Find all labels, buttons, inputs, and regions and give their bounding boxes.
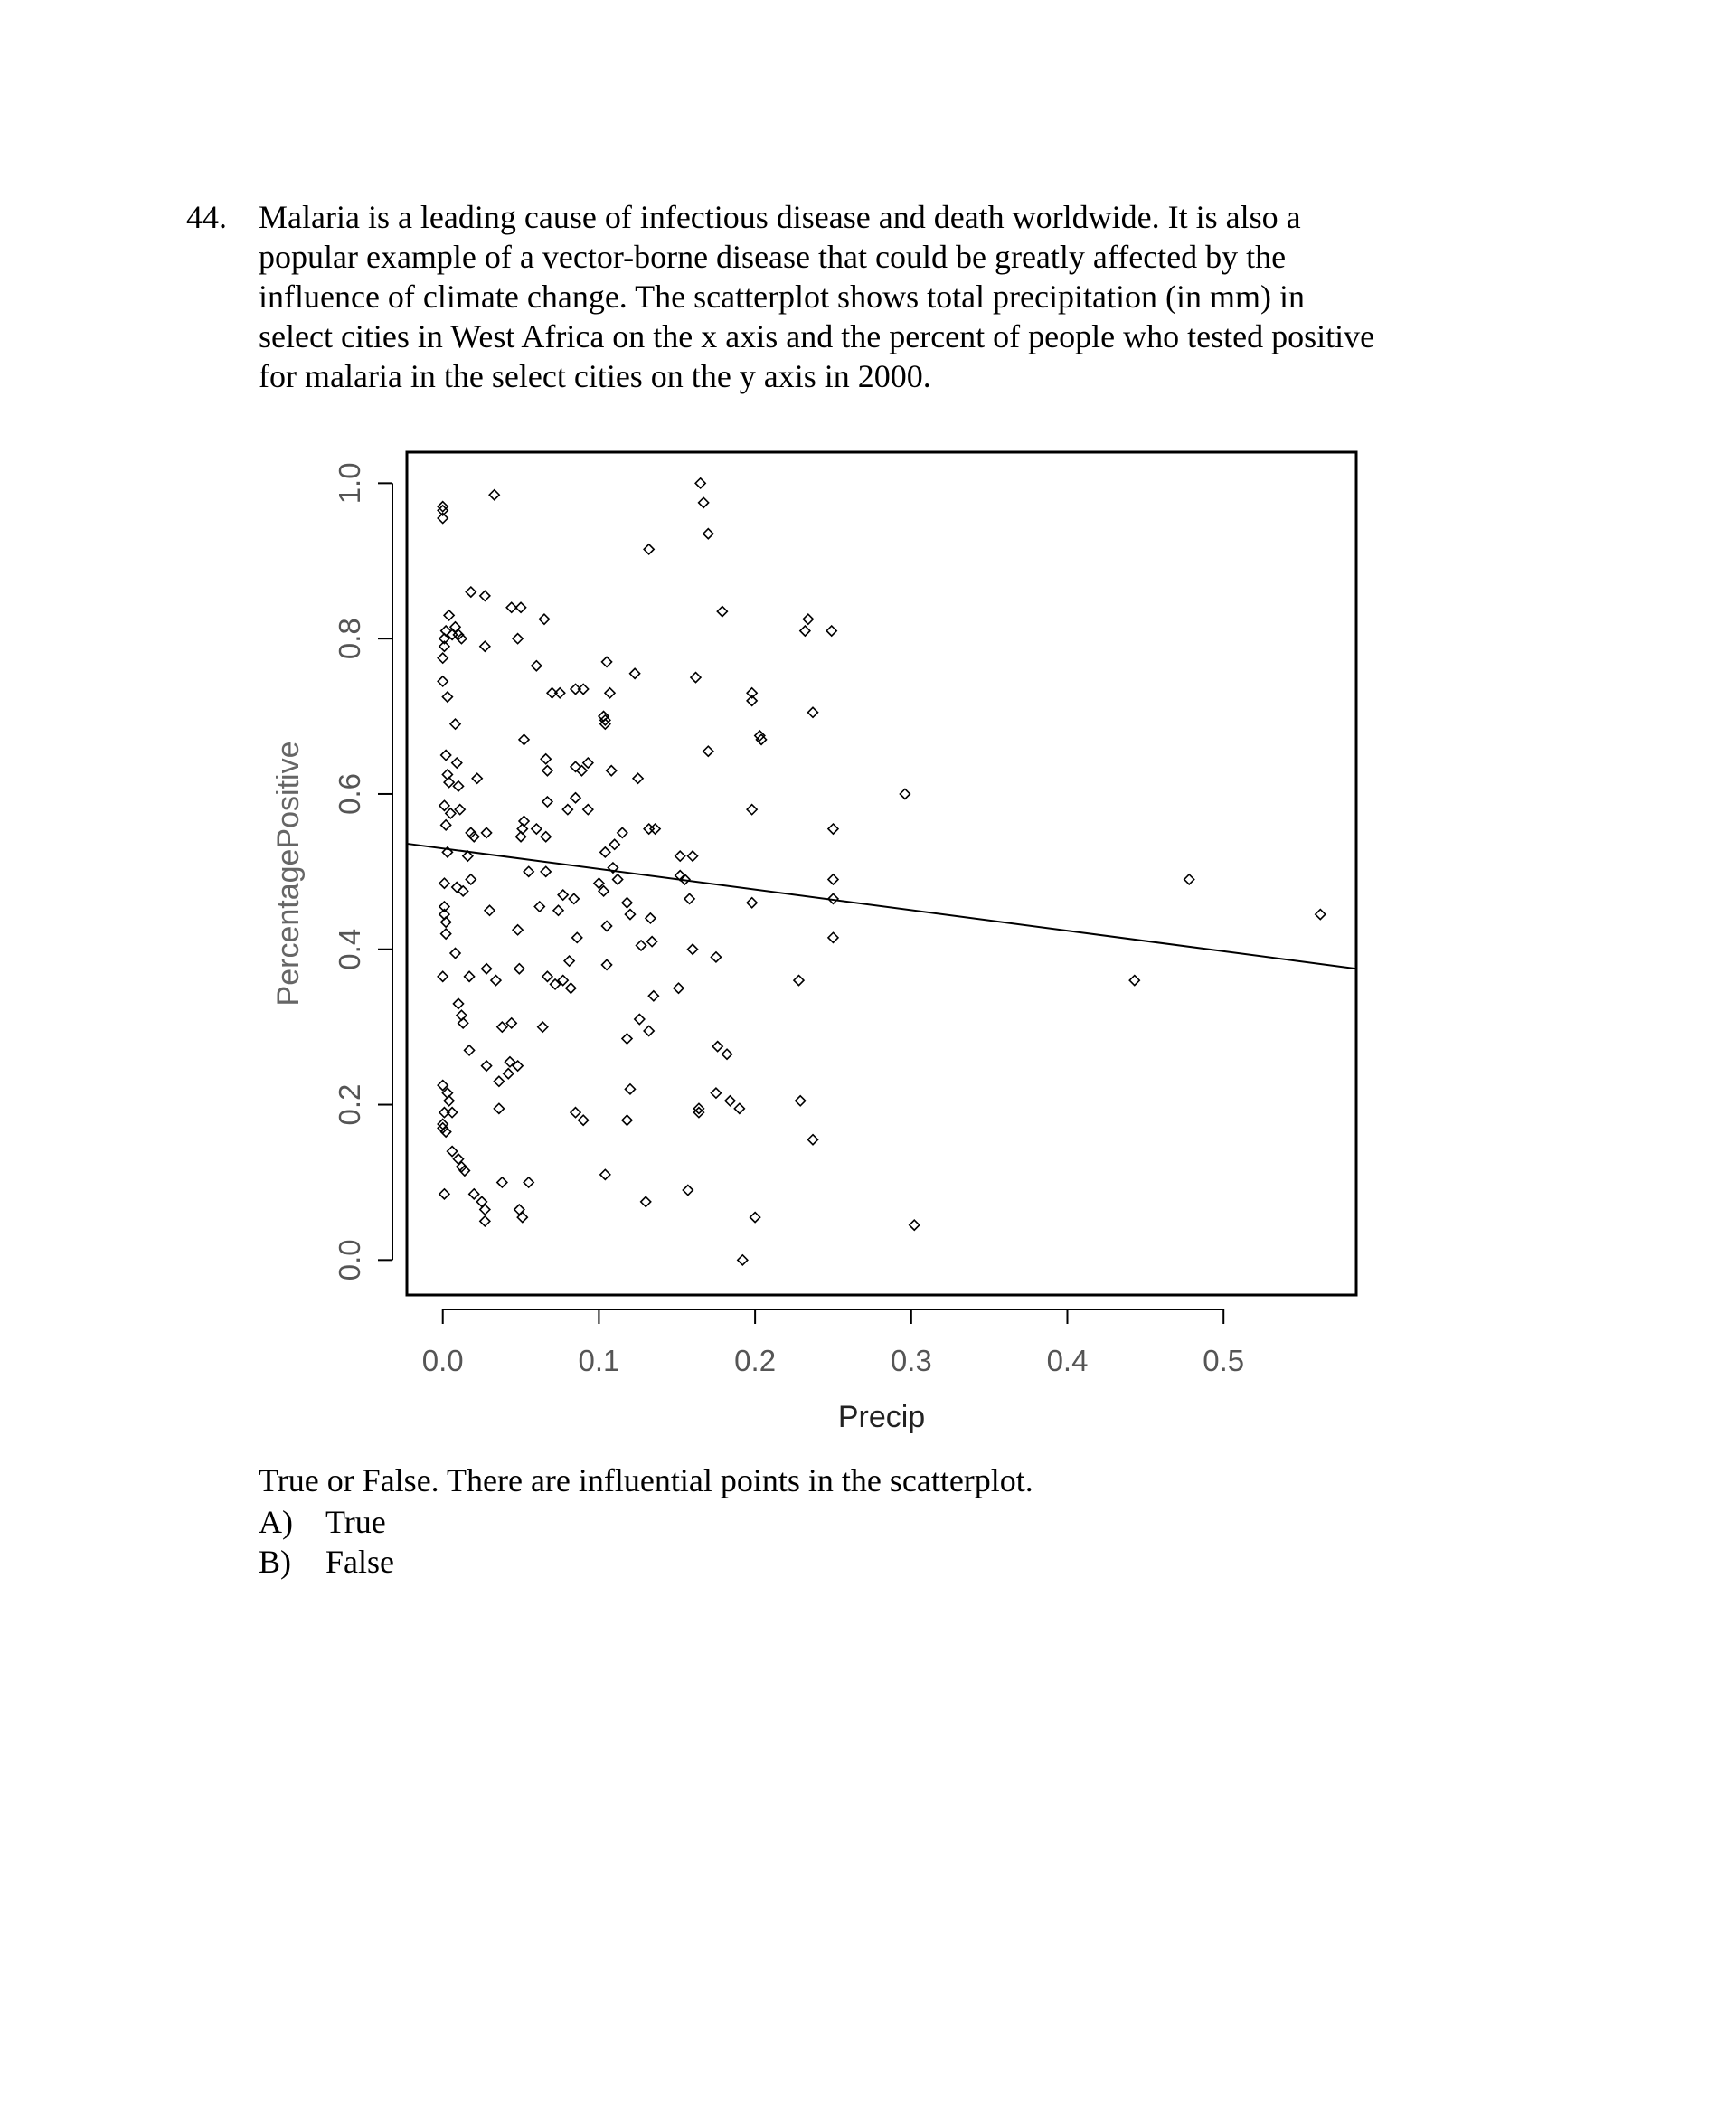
data-point (600, 1169, 610, 1179)
data-point (506, 1018, 516, 1028)
data-point (438, 502, 448, 512)
question-line: select cities in West Africa on the x axis and the percent of people who tested positive (259, 318, 1375, 354)
question-line: influence of climate change. The scatterplot shows total precipitation (in mm) in (259, 279, 1305, 315)
question-line: Malaria is a leading cause of infectious disease and death worldwide. It is also a (259, 199, 1301, 235)
question-text (259, 197, 1452, 396)
data-point (605, 688, 615, 698)
data-point (441, 820, 451, 830)
data-point (465, 1045, 475, 1055)
data-point (699, 497, 709, 507)
data-point (504, 1069, 514, 1079)
data-point (583, 758, 593, 768)
data-point (622, 1115, 632, 1125)
data-point (826, 626, 836, 636)
data-point (541, 866, 551, 876)
data-point (695, 478, 705, 488)
data-point (577, 766, 587, 776)
data-point (452, 883, 462, 893)
y-tick-label: 0.2 (333, 1083, 366, 1126)
data-point (566, 983, 576, 993)
data-point (571, 761, 580, 771)
data-point (494, 1076, 504, 1086)
data-point (542, 766, 552, 776)
data-point (482, 1061, 492, 1071)
data-point (602, 959, 612, 969)
data-point (828, 932, 838, 942)
question-prompt: True or False. There are influential points in the scatterplot. (259, 1462, 1033, 1498)
y-axis (333, 462, 392, 1281)
data-point (482, 964, 492, 974)
data-point (1129, 976, 1139, 986)
data-point (688, 944, 698, 954)
data-point (466, 874, 476, 884)
choice-letter: A) (259, 1504, 293, 1540)
data-point (519, 734, 529, 744)
data-point (703, 746, 713, 756)
data-point (455, 805, 465, 815)
data-point (683, 1186, 693, 1196)
data-point (558, 890, 568, 900)
data-point (625, 910, 635, 920)
data-point (538, 1022, 548, 1032)
data-point (722, 1049, 732, 1059)
data-point (541, 754, 551, 764)
data-point (688, 851, 698, 861)
data-point (602, 921, 612, 931)
data-point (691, 673, 701, 683)
x-tick-label: 0.1 (578, 1344, 620, 1377)
data-point (808, 1135, 818, 1145)
data-point (910, 1220, 920, 1230)
data-point (650, 824, 660, 834)
data-point (675, 851, 685, 861)
data-point (439, 800, 449, 810)
data-point (648, 991, 658, 1001)
data-point (674, 983, 684, 993)
data-point (750, 1213, 760, 1223)
data-point (808, 707, 818, 717)
data-point (442, 692, 452, 702)
y-tick-label: 0.6 (333, 773, 366, 815)
data-point (472, 773, 482, 783)
data-point (438, 676, 448, 686)
data-point (441, 751, 451, 761)
data-point (489, 490, 499, 500)
data-point (553, 905, 563, 915)
data-point (438, 653, 448, 663)
question-line: for malaria in the select cities on the y axis in 2000. (259, 358, 931, 394)
regression-line (407, 844, 1356, 969)
data-point (693, 1103, 703, 1113)
x-tick-label: 0.5 (1203, 1344, 1245, 1377)
data-point (607, 766, 617, 776)
data-point (703, 529, 713, 539)
data-point (738, 1255, 748, 1265)
data-point (480, 1216, 490, 1226)
data-point (541, 832, 551, 842)
data-point (439, 1189, 449, 1199)
data-point (622, 1034, 632, 1044)
x-axis-label: Precip (837, 1400, 926, 1434)
data-point (465, 971, 475, 981)
x-tick-label: 0.4 (1046, 1344, 1089, 1377)
data-point (497, 1022, 507, 1032)
data-point (622, 898, 632, 908)
x-tick-label: 0.3 (890, 1344, 932, 1377)
x-tick-label: 0.2 (734, 1344, 777, 1377)
data-point (747, 805, 757, 815)
data-point (711, 1088, 721, 1098)
data-point (532, 661, 542, 671)
data-point (630, 668, 640, 678)
data-point (448, 1147, 458, 1157)
data-point (571, 1108, 580, 1118)
data-point (583, 805, 593, 815)
data-point (711, 952, 721, 962)
data-point (644, 824, 654, 834)
data-point (635, 1015, 645, 1025)
data-point (600, 847, 610, 857)
data-point (534, 902, 544, 912)
data-point (444, 610, 454, 620)
answer-choices (259, 1502, 394, 1582)
data-point (618, 827, 627, 837)
x-tick-label: 0.0 (421, 1344, 464, 1377)
y-tick-label: 1.0 (333, 462, 366, 505)
data-point (485, 905, 495, 915)
data-point (644, 1026, 654, 1035)
data-point (572, 932, 582, 942)
data-point (684, 893, 694, 903)
data-point (712, 1042, 722, 1052)
data-point (646, 913, 656, 923)
data-point (693, 1108, 703, 1118)
choice-text: True (326, 1504, 386, 1540)
y-tick-label: 0.8 (333, 618, 366, 660)
data-point (524, 866, 533, 876)
data-point (602, 657, 612, 666)
data-point (532, 824, 542, 834)
data-point (450, 949, 460, 959)
data-point (539, 614, 549, 624)
data-point (564, 956, 574, 966)
data-point (613, 874, 623, 884)
data-point (513, 634, 523, 644)
choice-letter: B) (259, 1544, 291, 1580)
choice-text: False (326, 1544, 394, 1580)
data-point (466, 587, 476, 597)
data-point (796, 1096, 806, 1106)
data-point (542, 797, 552, 807)
data-point (579, 1115, 589, 1125)
data-point (644, 544, 654, 554)
data-point (609, 839, 619, 849)
data-point (453, 781, 463, 791)
data-point (458, 886, 468, 896)
data-point (828, 874, 838, 884)
data-point (734, 1103, 744, 1113)
data-point (800, 626, 810, 636)
data-point (480, 591, 490, 600)
data-point (725, 1096, 735, 1106)
y-tick-label: 0.0 (333, 1239, 366, 1281)
data-point (497, 1177, 507, 1187)
data-point (717, 607, 727, 617)
data-point (438, 971, 448, 981)
data-point (747, 898, 757, 908)
data-point (453, 998, 463, 1008)
data-point (450, 719, 460, 729)
data-point (524, 1177, 533, 1187)
data-point (633, 773, 643, 783)
data-point (900, 789, 910, 799)
data-point (513, 925, 523, 935)
answer-choice-a[interactable] (259, 1502, 394, 1542)
data-point (494, 1103, 504, 1113)
data-point (441, 929, 451, 939)
data-point (439, 878, 449, 888)
data-point (469, 1189, 479, 1199)
data-point (1316, 910, 1326, 920)
data-point (625, 1084, 635, 1094)
data-point (641, 1196, 651, 1206)
data-point (562, 805, 572, 815)
data-point (482, 827, 492, 837)
data-point (794, 976, 804, 986)
data-point (452, 758, 462, 768)
y-tick-label: 0.4 (333, 928, 366, 970)
data-point (446, 808, 456, 818)
data-point (1184, 874, 1194, 884)
data-point (828, 824, 838, 834)
data-point (571, 793, 580, 803)
x-axis (422, 1309, 1244, 1377)
question-number: 44. (186, 199, 227, 235)
answer-choice-b[interactable] (259, 1542, 394, 1582)
data-point (514, 964, 524, 974)
scatterplot-chart (244, 425, 1383, 1456)
question-line: popular example of a vector-borne disease that could be greatly affected by the (259, 239, 1287, 275)
data-point (637, 941, 646, 950)
data-point (803, 614, 813, 624)
data-point (491, 976, 501, 986)
data-points (438, 478, 1326, 1265)
data-point (569, 893, 579, 903)
data-point (480, 641, 490, 651)
data-point (542, 971, 552, 981)
data-point (647, 937, 657, 947)
y-axis-label: PercentagePositive (271, 741, 306, 1007)
